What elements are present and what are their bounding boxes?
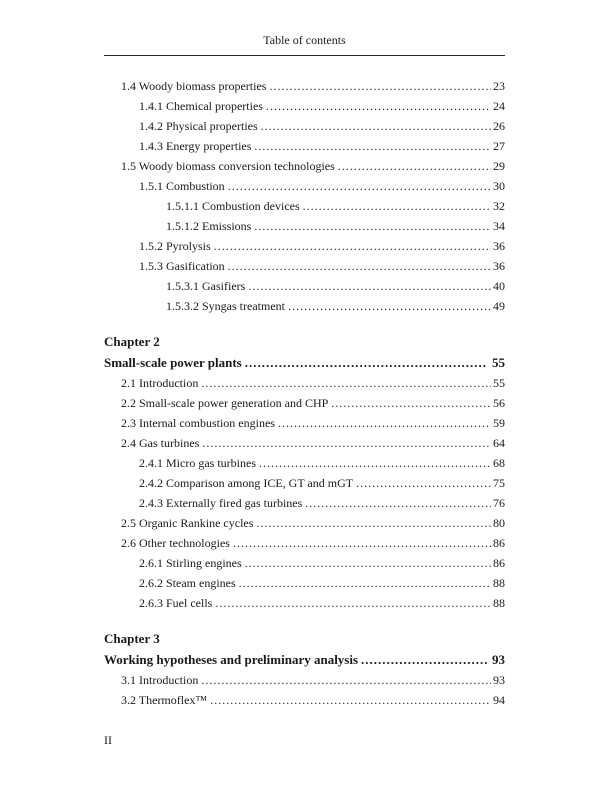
toc-entry-page-number: 30 bbox=[493, 179, 505, 193]
toc-section bbox=[104, 628, 505, 710]
dot-leader bbox=[245, 553, 491, 573]
chapter-page-number: 55 bbox=[492, 355, 505, 370]
dot-leader bbox=[202, 433, 491, 453]
toc-entry[interactable] bbox=[104, 413, 505, 433]
dot-leader bbox=[278, 413, 491, 433]
dot-leader bbox=[254, 136, 491, 156]
toc-entry[interactable] bbox=[104, 116, 505, 136]
toc-entry-page-number: 32 bbox=[493, 199, 505, 213]
dot-leader bbox=[245, 352, 487, 373]
toc-entry-label: 1.5.1.1 Combustion devices bbox=[166, 199, 300, 213]
dot-leader bbox=[305, 493, 491, 513]
toc-entry[interactable] bbox=[104, 533, 505, 553]
toc-chapter-title-row[interactable] bbox=[104, 649, 505, 670]
toc-entry-label: 2.5 Organic Rankine cycles bbox=[121, 516, 254, 530]
toc-entry[interactable] bbox=[104, 296, 505, 316]
toc-entry[interactable] bbox=[104, 276, 505, 296]
toc-entry-page-number: 24 bbox=[493, 99, 505, 113]
chapter-label: Chapter 2 bbox=[104, 334, 160, 349]
toc-entry[interactable] bbox=[104, 136, 505, 156]
dot-leader bbox=[259, 453, 491, 473]
toc-entry-page-number: 55 bbox=[493, 376, 505, 390]
dot-leader bbox=[361, 649, 487, 670]
toc-entry[interactable] bbox=[104, 196, 505, 216]
dot-leader bbox=[210, 690, 491, 710]
toc-entry[interactable] bbox=[104, 453, 505, 473]
dot-leader bbox=[331, 393, 491, 413]
toc-entry-label: 2.6 Other technologies bbox=[121, 536, 230, 550]
toc-entry-label: 1.5.2 Pyrolysis bbox=[139, 239, 211, 253]
toc-entry-page-number: 68 bbox=[493, 456, 505, 470]
toc-entry-page-number: 88 bbox=[493, 596, 505, 610]
toc-entry-label: 1.5.3.2 Syngas treatment bbox=[166, 299, 285, 313]
toc-entry[interactable] bbox=[104, 513, 505, 533]
toc-entry-page-number: 49 bbox=[493, 299, 505, 313]
dot-leader bbox=[201, 670, 491, 690]
toc-entry-label: 1.5.1.2 Emissions bbox=[166, 219, 252, 233]
dot-leader bbox=[233, 533, 491, 553]
toc-entry-label: 1.5.1 Combustion bbox=[139, 179, 225, 193]
toc-entry[interactable] bbox=[104, 96, 505, 116]
toc-entry-label: 3.2 Thermoflex™ bbox=[121, 693, 208, 707]
chapter-label: Chapter 3 bbox=[104, 631, 160, 646]
toc-entry-page-number: 86 bbox=[493, 536, 505, 550]
toc-entry-page-number: 94 bbox=[493, 693, 505, 707]
toc-entry[interactable] bbox=[104, 573, 505, 593]
toc-entry[interactable] bbox=[104, 690, 505, 710]
toc-entry-label: 2.6.2 Steam engines bbox=[139, 576, 236, 590]
dot-leader bbox=[256, 513, 491, 533]
toc-entry-label: 1.5.3 Gasification bbox=[139, 259, 225, 273]
dot-leader bbox=[215, 593, 491, 613]
toc-entry-label: 2.6.3 Fuel cells bbox=[139, 596, 213, 610]
toc-entry-page-number: 86 bbox=[493, 556, 505, 570]
toc-entry-page-number: 59 bbox=[493, 416, 505, 430]
toc-entry-label: 2.4.2 Comparison among ICE, GT and mGT bbox=[139, 476, 354, 490]
toc-entry-page-number: 80 bbox=[493, 516, 505, 530]
chapter-title-label: Small-scale power plants bbox=[104, 355, 242, 370]
dot-leader bbox=[248, 276, 491, 296]
toc-entry[interactable] bbox=[104, 236, 505, 256]
toc-entry-page-number: 64 bbox=[493, 436, 505, 450]
dot-leader bbox=[266, 96, 491, 116]
toc-entry-label: 3.1 Introduction bbox=[121, 673, 199, 687]
toc-entry-page-number: 23 bbox=[493, 79, 505, 93]
toc-entry-label: 2.6.1 Stirling engines bbox=[139, 556, 242, 570]
toc-chapter-title-row[interactable] bbox=[104, 352, 505, 373]
toc-entry-page-number: 75 bbox=[493, 476, 505, 490]
dot-leader bbox=[356, 473, 491, 493]
dot-leader bbox=[228, 256, 491, 276]
dot-leader bbox=[201, 373, 491, 393]
toc bbox=[104, 76, 505, 710]
toc-entry-page-number: 93 bbox=[493, 673, 505, 687]
toc-entry[interactable] bbox=[104, 156, 505, 176]
toc-entry-label: 1.4 Woody biomass properties bbox=[121, 79, 267, 93]
toc-entry[interactable] bbox=[104, 553, 505, 573]
toc-entry[interactable] bbox=[104, 373, 505, 393]
dot-leader bbox=[214, 236, 491, 256]
dot-leader bbox=[338, 156, 491, 176]
toc-entry-label: 1.5.3.1 Gasifiers bbox=[166, 279, 246, 293]
toc-entry-label: 2.1 Introduction bbox=[121, 376, 199, 390]
toc-entry[interactable] bbox=[104, 473, 505, 493]
dot-leader bbox=[269, 76, 491, 96]
toc-entry-label: 2.4.3 Externally fired gas turbines bbox=[139, 496, 303, 510]
toc-entry-page-number: 36 bbox=[493, 239, 505, 253]
toc-entry-page-number: 26 bbox=[493, 119, 505, 133]
toc-entry[interactable] bbox=[104, 493, 505, 513]
dot-leader bbox=[303, 196, 491, 216]
chapter-page-number: 93 bbox=[492, 652, 505, 667]
toc-entry-label: 1.4.2 Physical properties bbox=[139, 119, 258, 133]
toc-entry-label: 1.5 Woody biomass conversion technologies bbox=[121, 159, 335, 173]
toc-entry[interactable] bbox=[104, 256, 505, 276]
toc-entry[interactable] bbox=[104, 393, 505, 413]
dot-leader bbox=[261, 116, 491, 136]
dot-leader bbox=[228, 176, 491, 196]
toc-entry-label: 2.4.1 Micro gas turbines bbox=[139, 456, 256, 470]
dot-leader bbox=[288, 296, 491, 316]
page-footer-number: II bbox=[104, 733, 112, 747]
toc-section bbox=[104, 76, 505, 316]
toc-entry-page-number: 27 bbox=[493, 139, 505, 153]
dot-leader bbox=[239, 573, 491, 593]
page-header-title: Table of contents bbox=[104, 33, 505, 56]
toc-entry-page-number: 88 bbox=[493, 576, 505, 590]
toc-entry[interactable] bbox=[104, 670, 505, 690]
toc-entry[interactable] bbox=[104, 176, 505, 196]
toc-entry-page-number: 76 bbox=[493, 496, 505, 510]
toc-entry-label: 1.4.3 Energy properties bbox=[139, 139, 252, 153]
toc-entry[interactable] bbox=[104, 433, 505, 453]
toc-entry-page-number: 56 bbox=[493, 396, 505, 410]
dot-leader bbox=[254, 216, 491, 236]
toc-entry-label: 2.4 Gas turbines bbox=[121, 436, 200, 450]
toc-entry[interactable] bbox=[104, 593, 505, 613]
toc-entry-label: 2.3 Internal combustion engines bbox=[121, 416, 275, 430]
toc-entry[interactable] bbox=[104, 216, 505, 236]
toc-section bbox=[104, 331, 505, 613]
toc-entry-label: 1.4.1 Chemical properties bbox=[139, 99, 263, 113]
toc-entry-page-number: 29 bbox=[493, 159, 505, 173]
toc-entry-page-number: 34 bbox=[493, 219, 505, 233]
toc-entry-label: 2.2 Small-scale power generation and CHP bbox=[121, 396, 329, 410]
toc-entry-page-number: 36 bbox=[493, 259, 505, 273]
toc-entry-page-number: 40 bbox=[493, 279, 505, 293]
chapter-title-label: Working hypotheses and preliminary analysis bbox=[104, 652, 359, 667]
toc-entry[interactable] bbox=[104, 76, 505, 96]
